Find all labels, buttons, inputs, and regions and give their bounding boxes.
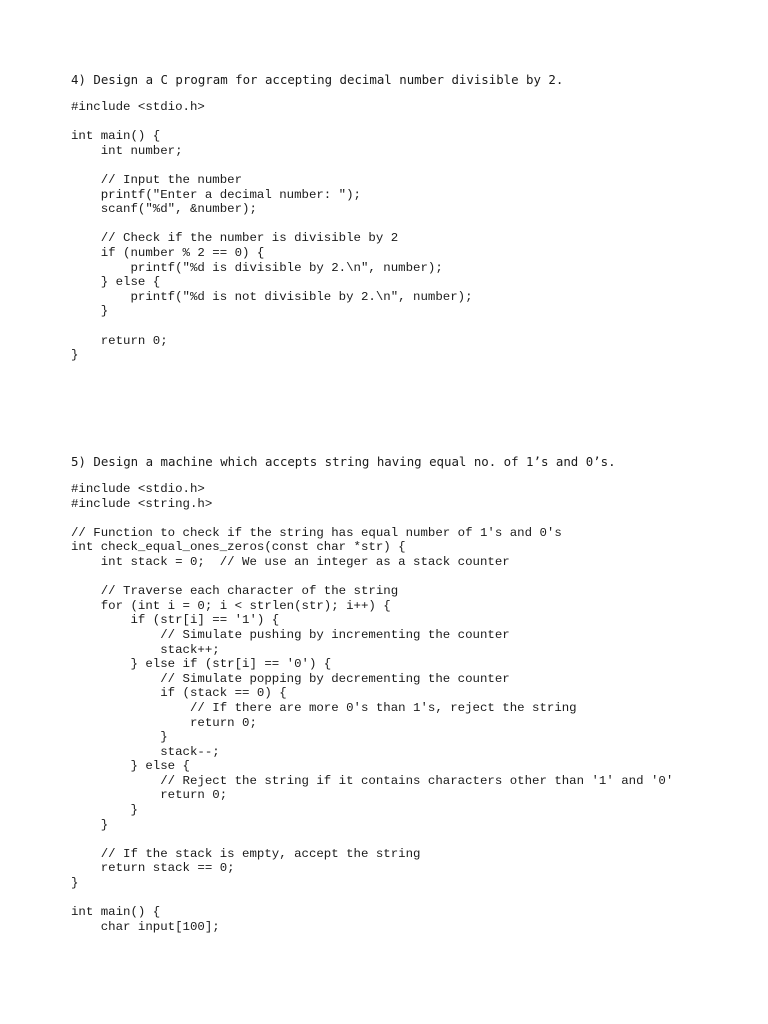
code-line: } bbox=[71, 876, 79, 891]
code-line: if (stack == 0) { bbox=[71, 686, 287, 701]
code-line bbox=[71, 511, 748, 526]
code-line: int number; bbox=[71, 143, 183, 158]
code-line: } else { bbox=[71, 275, 161, 290]
code-line: } else { bbox=[71, 759, 190, 774]
code-line: } bbox=[71, 348, 79, 363]
code-line: return stack == 0; bbox=[71, 861, 235, 876]
code-line: #include <string.h> bbox=[71, 496, 213, 511]
code-line: int check_equal_ones_zeros(const char *str) { bbox=[71, 540, 406, 555]
code-line: return 0; bbox=[71, 788, 228, 803]
code-line: // Simulate popping by decrementing the counter bbox=[71, 671, 510, 686]
code-line: int main() { bbox=[71, 129, 161, 144]
code-line: #include <stdio.h> bbox=[71, 482, 205, 496]
code-line: for (int i = 0; i < strlen(str); i++) { bbox=[71, 598, 391, 613]
code-line: } bbox=[71, 730, 168, 745]
code-line: // Reject the string if it contains characters other than '1' and '0' bbox=[71, 773, 674, 788]
code-line: // If the stack is empty, accept the string bbox=[71, 846, 421, 861]
question-5-heading: 5) Design a machine which accepts string having equal no. of 1’s and 0’s. bbox=[71, 454, 616, 469]
code-line: printf("%d is divisible by 2.\n", number); bbox=[71, 260, 443, 275]
code-line: // Function to check if the string has equal number of 1's and 0's bbox=[71, 525, 562, 540]
code-line bbox=[71, 158, 748, 173]
code-line: stack--; bbox=[71, 744, 220, 759]
code-line bbox=[71, 217, 748, 232]
code-line: return 0; bbox=[71, 715, 257, 730]
code-line bbox=[71, 115, 748, 130]
code-line: } else if (str[i] == '0') { bbox=[71, 657, 332, 672]
code-line: int main() { bbox=[71, 905, 161, 920]
question-5-section bbox=[71, 453, 748, 934]
code-line bbox=[71, 570, 748, 585]
code-line: char input[100]; bbox=[71, 919, 220, 934]
code-line: } bbox=[71, 304, 109, 319]
question-4-section bbox=[71, 71, 748, 363]
code-line: #include <stdio.h> bbox=[71, 100, 205, 114]
code-line: printf("Enter a decimal number: "); bbox=[71, 187, 361, 202]
code-line: // Traverse each character of the string bbox=[71, 584, 399, 599]
code-line: scanf("%d", &number); bbox=[71, 202, 257, 217]
code-line: // If there are more 0's than 1's, reject the string bbox=[71, 700, 577, 715]
code-line: return 0; bbox=[71, 333, 168, 348]
code-line: if (str[i] == '1') { bbox=[71, 613, 280, 628]
code-line: if (number % 2 == 0) { bbox=[71, 245, 265, 260]
code-line: // Input the number bbox=[71, 172, 243, 187]
code-line: printf("%d is not divisible by 2.\n", number); bbox=[71, 289, 473, 304]
code-line: } bbox=[71, 817, 109, 832]
code-line: stack++; bbox=[71, 642, 220, 657]
question-5-code-block bbox=[71, 482, 748, 934]
code-line bbox=[71, 832, 748, 847]
code-line: // Check if the number is divisible by 2 bbox=[71, 231, 399, 246]
code-line: } bbox=[71, 803, 138, 818]
code-line bbox=[71, 891, 748, 906]
code-line bbox=[71, 319, 748, 334]
code-line: // Simulate pushing by incrementing the counter bbox=[71, 627, 510, 642]
code-line: int stack = 0; // We use an integer as a stack counter bbox=[71, 554, 510, 569]
question-4-heading: 4) Design a C program for accepting decimal number divisible by 2. bbox=[71, 72, 564, 87]
question-4-code-block bbox=[71, 100, 748, 363]
